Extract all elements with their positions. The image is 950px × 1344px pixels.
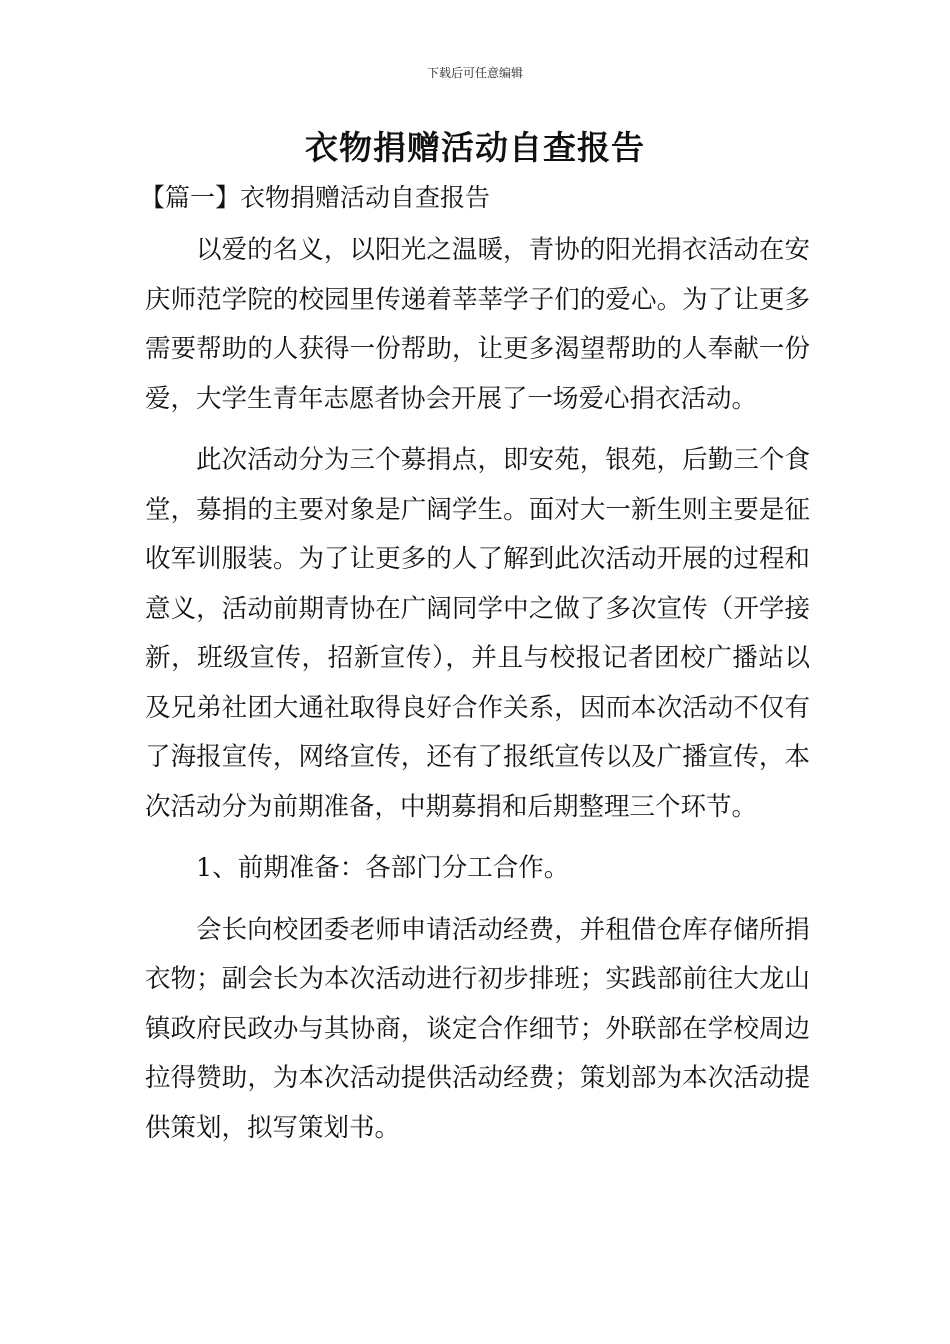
paragraph-1: 以爱的名义，以阳光之温暖，青协的阳光捐衣活动在安庆师范学院的校园里传递着莘莘学子们的爱心。为了让更多需要帮助的人获得一份帮助，让更多渴望帮助的人奉献一份爱，大学生青年志愿者协会开展了一场爱心捐衣活动。 [145, 235, 810, 414]
paragraph-3: 1、前期准备：各部门分工合作。 [196, 853, 570, 883]
document-body [145, 226, 810, 1165]
header-note: 下载后可任意编辑 [426, 66, 523, 80]
paragraph-4: 会长向校团委老师申请活动经费，并租借仓库存储所捐衣物；副会长为本次活动进行初步排班；实践部前往大龙山镇政府民政办与其协商，谈定合作细节；外联部在学校周边拉得赞助，为本次活动提供活动经费；策划部为本次活动提供策划，拟写策划书。 [145, 914, 810, 1143]
section-heading: 【篇一】衣物捐赠活动自查报告 [140, 183, 491, 212]
paragraph-2: 此次活动分为三个募捐点，即安苑，银苑，后勤三个食堂，募捐的主要对象是广阔学生。面对大一新生则主要是征收军训服装。为了让更多的人了解到此次活动开展的过程和意义，活动前期青协在广阔同学中之做了多次宣传（开学接新，班级宣传，招新宣传），并且与校报记者团校广播站以及兄弟社团大通社取得良好合作关系，因而本次活动不仅有了海报宣传，网络宣传，还有了报纸宣传以及广播宣传，本次活动分为前期准备，中期募捐和后期整理三个环节。 [145, 445, 810, 822]
document-title: 衣物捐赠活动自查报告 [305, 128, 645, 167]
